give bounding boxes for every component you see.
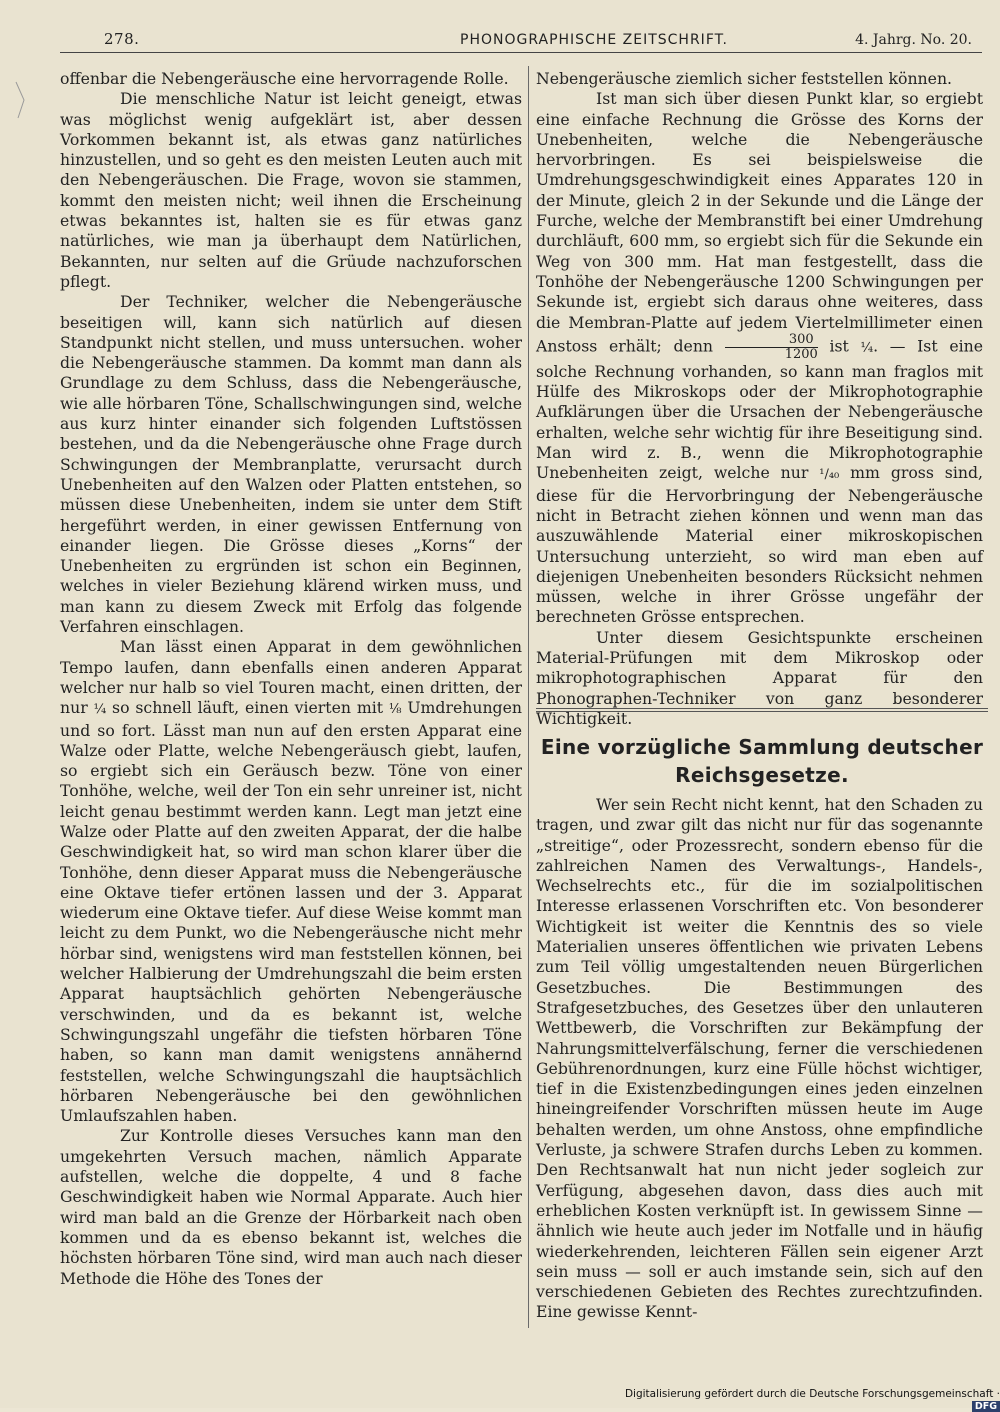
footer-text: Digitalisierung gefördert durch die Deutsche Forschungsgemeinschaft · (624, 1388, 1000, 1400)
fraction: ⅛ (388, 702, 402, 718)
pencil-margin-mark-icon (12, 80, 34, 120)
issue-info: 4. Jahrg. No. 20. (855, 32, 972, 48)
left-column (60, 69, 522, 1289)
paragraph: Der Techniker, welcher die Nebengeräusche beseitigen will, kann sich natürlich auf diesen Standpunkt nicht stellen, und muss untersuchen. woher die Nebengeräusche stammen. Da kommt man dann als Grundlage zu dem Schluss, dass die Nebengeräusche, wie alle hörbaren Töne, Schallschwingungen sind, welche aus kurz hinter einander sich folgenden Luftstössen bestehen, und da die Nebengeräusche ohne Frage durch Schwingungen der Membranplatte, verursacht durch Unebenheiten auf den Walzen oder Platten entstehen, so müssen diese Unebenheiten, indem sie unter dem Stift hergeführt werden, in einer gewissen Entfernung von einander liegen. Die Grösse dieses „Korns“ der Unebenheiten zu ergründen ist schon ein Beginnen, welches in vieler Beziehung klärend wirken muss, und man kann zu diesem Zweck mit Erfolg das folgende Verfahren einschlagen. (60, 292, 522, 637)
section-divider (536, 708, 988, 712)
paragraph: Man lässt einen Apparat in dem gewöhnlichen Tempo laufen, dann ebenfalls einen anderen Apparat welcher nur halb so viel Touren macht, einen dritten, der nur ¼ so schnell läuft, einen vierten mit ⅛ Umdrehungen und so fort. Lässt man nun auf den ersten Apparat eine Walze oder Platte, welche Nebengeräusch giebt, laufen, so ergiebt sich ein Geräusch bezw. Töne von einer Tonhöhe, welche, weil der Ton ein sehr unreiner ist, nicht leicht genau bestimmt werden kann. Legt man jetzt eine Walze oder Platte auf den zweiten Apparat, der die halbe Geschwindigkeit hat, so wird man schon klarer über die Tonhöhe, denn dieser Apparat muss die Nebengeräusche eine Oktave tiefer ertönen lassen und der 3. Apparat wiederum eine Oktave tiefer. Auf diese Weise kommt man leicht zu dem Punkt, wo die Nebengeräusche nicht mehr hörbar sind, wenigstens wird man feststellen können, bei welcher Halbierung der Umdrehungszahl die beim ersten Apparat hauptsächlich gehörten Nebengeräusche verschwinden, und da es bekannt ist, welche Schwingungszahl ungefähr die tiefsten hörbaren Töne haben, so kann man damit wenigstens annähernd feststellen, welche Schwingungszahl die hauptsächlich hörbaren Nebengeräusche bei den gewöhnlichen Umlaufszahlen haben. (60, 637, 522, 1126)
dfg-logo: DFG (972, 1401, 1000, 1412)
column-divider (528, 66, 529, 1328)
page-header (60, 28, 982, 53)
paragraph: Unter diesem Gesichtspunkte erscheinen Material-Prüfungen mit dem Mikroskop oder mikrophotographischen Apparat für den Phonographen-Techniker von ganz besonderer Wichtigkeit. (536, 627, 983, 728)
paragraph: Ist man sich über diesen Punkt klar, so ergiebt eine einfache Rechnung die Grösse des Korns der Unebenheiten, welche die Nebengeräusche hervorbringen. Es sei beispielsweise die Umdrehungsgeschwindigkeit eines Apparates 120 in der Minute, gleich 2 in der Sekunde und die Länge der Furche, welche der Membranstift bei einer Umdrehung durchläuft, 600 mm, so ergiebt sich für die Sekunde ein Weg von 300 mm. Hat man festgestellt, dass die Tonhöhe der Nebengeräusche 1200 Schwingungen per Sekunde ist, ergiebt sich daraus ohne weiteres, dass die Membran-Platte auf jedem Viertelmillimeter einen Anstoss erhält; denn $\frac{300}{1200}$ ist ¼. — Ist eine solche Rechnung vorhanden, so kann man fraglos mit Hülfe des Mikroskops oder der Mikrophotographie Aufklärungen über die Ursachen der Nebengeräusche erhalten, welche sehr wichtig für ihre Beseitigung sind. Man wird z. B., wenn die Mikrophotographie Unebenheiten zeigt, welche nur ¹/₄₀ mm gross sind, diese für die Hervorbringung der Nebengeräusche nicht in Betracht ziehen können und wenn man das auszuwählende Material einer mikroskopischen Untersuchung unterzieht, so wird man eben auf diejenigen Unebenheiten besonders Rücksicht nehmen müssen, welche in ihrer Grösse ungefähr der berechneten Grösse entsprechen. (536, 89, 984, 627)
article-body (536, 795, 983, 1323)
journal-title: PHONOGRAPHISCHE ZEITSCHRIFT. (460, 32, 728, 48)
paragraph: Nebengeräusche ziemlich sicher feststellen können. (536, 69, 953, 88)
paragraph: Wer sein Recht nicht kennt, hat den Schaden zu tragen, und zwar gilt das nicht nur für das sogenannte „streitige“, oder Prozessrecht, sondern ebenso für die zahlreichen Namen des Verwaltungs-, Handels-, Wechselrechts etc., für die im sozialpolitischen Interesse erlassenen Vorschriften etc. Von besonderer Wichtigkeit ist weiter die Kenntnis des so viele Materialien unseres öffentlichen wie privaten Lebens zum Teil völlig umgestaltenden neuen Bürgerlichen Gesetzbuches. Die Bestimmungen des Strafgesetzbuches, des Gesetzes über den unlauteren Wettbewerb, die Vorschriften zur Bekämpfung der Nahrungsmittelverfälschung, ferner die verschiedenen Gebührenordnungen, kurz eine Fülle höchst wichtiger, tief in die Existenzbedingungen eines jeden einzelnen hineingreifender Vorschriften müssen heute im Auge behalten werden, um ohne Anstoss, ohne empfindliche Verluste, ja schwere Strafen durchs Leben zu kommen. Den Rechtsanwalt hat nun nicht jeder sogleich zur Verfügung, abgesehen davon, dass dies auch mit erheblichen Kosten verknüpft ist. In gewissem Sinne — ähnlich wie heute auch jeder im Notfalle und in häufig wiederkehrenden, leichteren Fällen sein eigener Arzt sein muss — soll er auch imstande sein, sich auf den verschiedenen Gebieten des Rechtes zurechtzufinden. Eine gewisse Kennt- (536, 795, 983, 1322)
fraction: ¼ (93, 702, 107, 718)
page-number: 278. (104, 30, 140, 48)
right-column (536, 69, 983, 729)
article-heading: Eine vorzügliche Sammlung deutscher Reichsgesetze. (540, 735, 984, 787)
fraction: ¹/₄₀ (819, 467, 840, 483)
digitization-footer (600, 1388, 1000, 1412)
fraction: ¼ (860, 340, 874, 356)
paragraph: Zur Kontrolle dieses Versuches kann man den umgekehrten Versuch machen, nämlich Apparate aufstellen, welche die doppelte, 4 und 8 fache Geschwindigkeit haben wie Normal Apparate. Auch hier wird man bald an die Grenze der Hörbarkeit nach oben kommen und da es ebenso bekannt ist, welches die höchsten hörbaren Töne sind, wird man auch nach dieser Methode die Höhe des Tones der (60, 1126, 522, 1288)
paragraph: Die menschliche Natur ist leicht geneigt, etwas was möglichst wenig aufgeklärt ist, aber dessen Vorkommen bekannt ist, als etwas ganz natürliches hinzustellen, und so geht es den meisten Leuten auch mit den Nebengeräuschen. Die Frage, wovon sie stammen, kommt den meisten nicht; weil ihnen die Erscheinung etwas bekanntes ist, halten sie es für etwas ganz natürliches, wie man ja überhaupt dem Natürlichen, Bekannten, nur selten auf die Grüude nachzuforschen pflegt. (60, 89, 522, 291)
paragraph: offenbar die Nebengeräusche eine hervorragende Rolle. (60, 69, 509, 88)
fraction: $\frac{300}{1200}$ (725, 333, 818, 362)
